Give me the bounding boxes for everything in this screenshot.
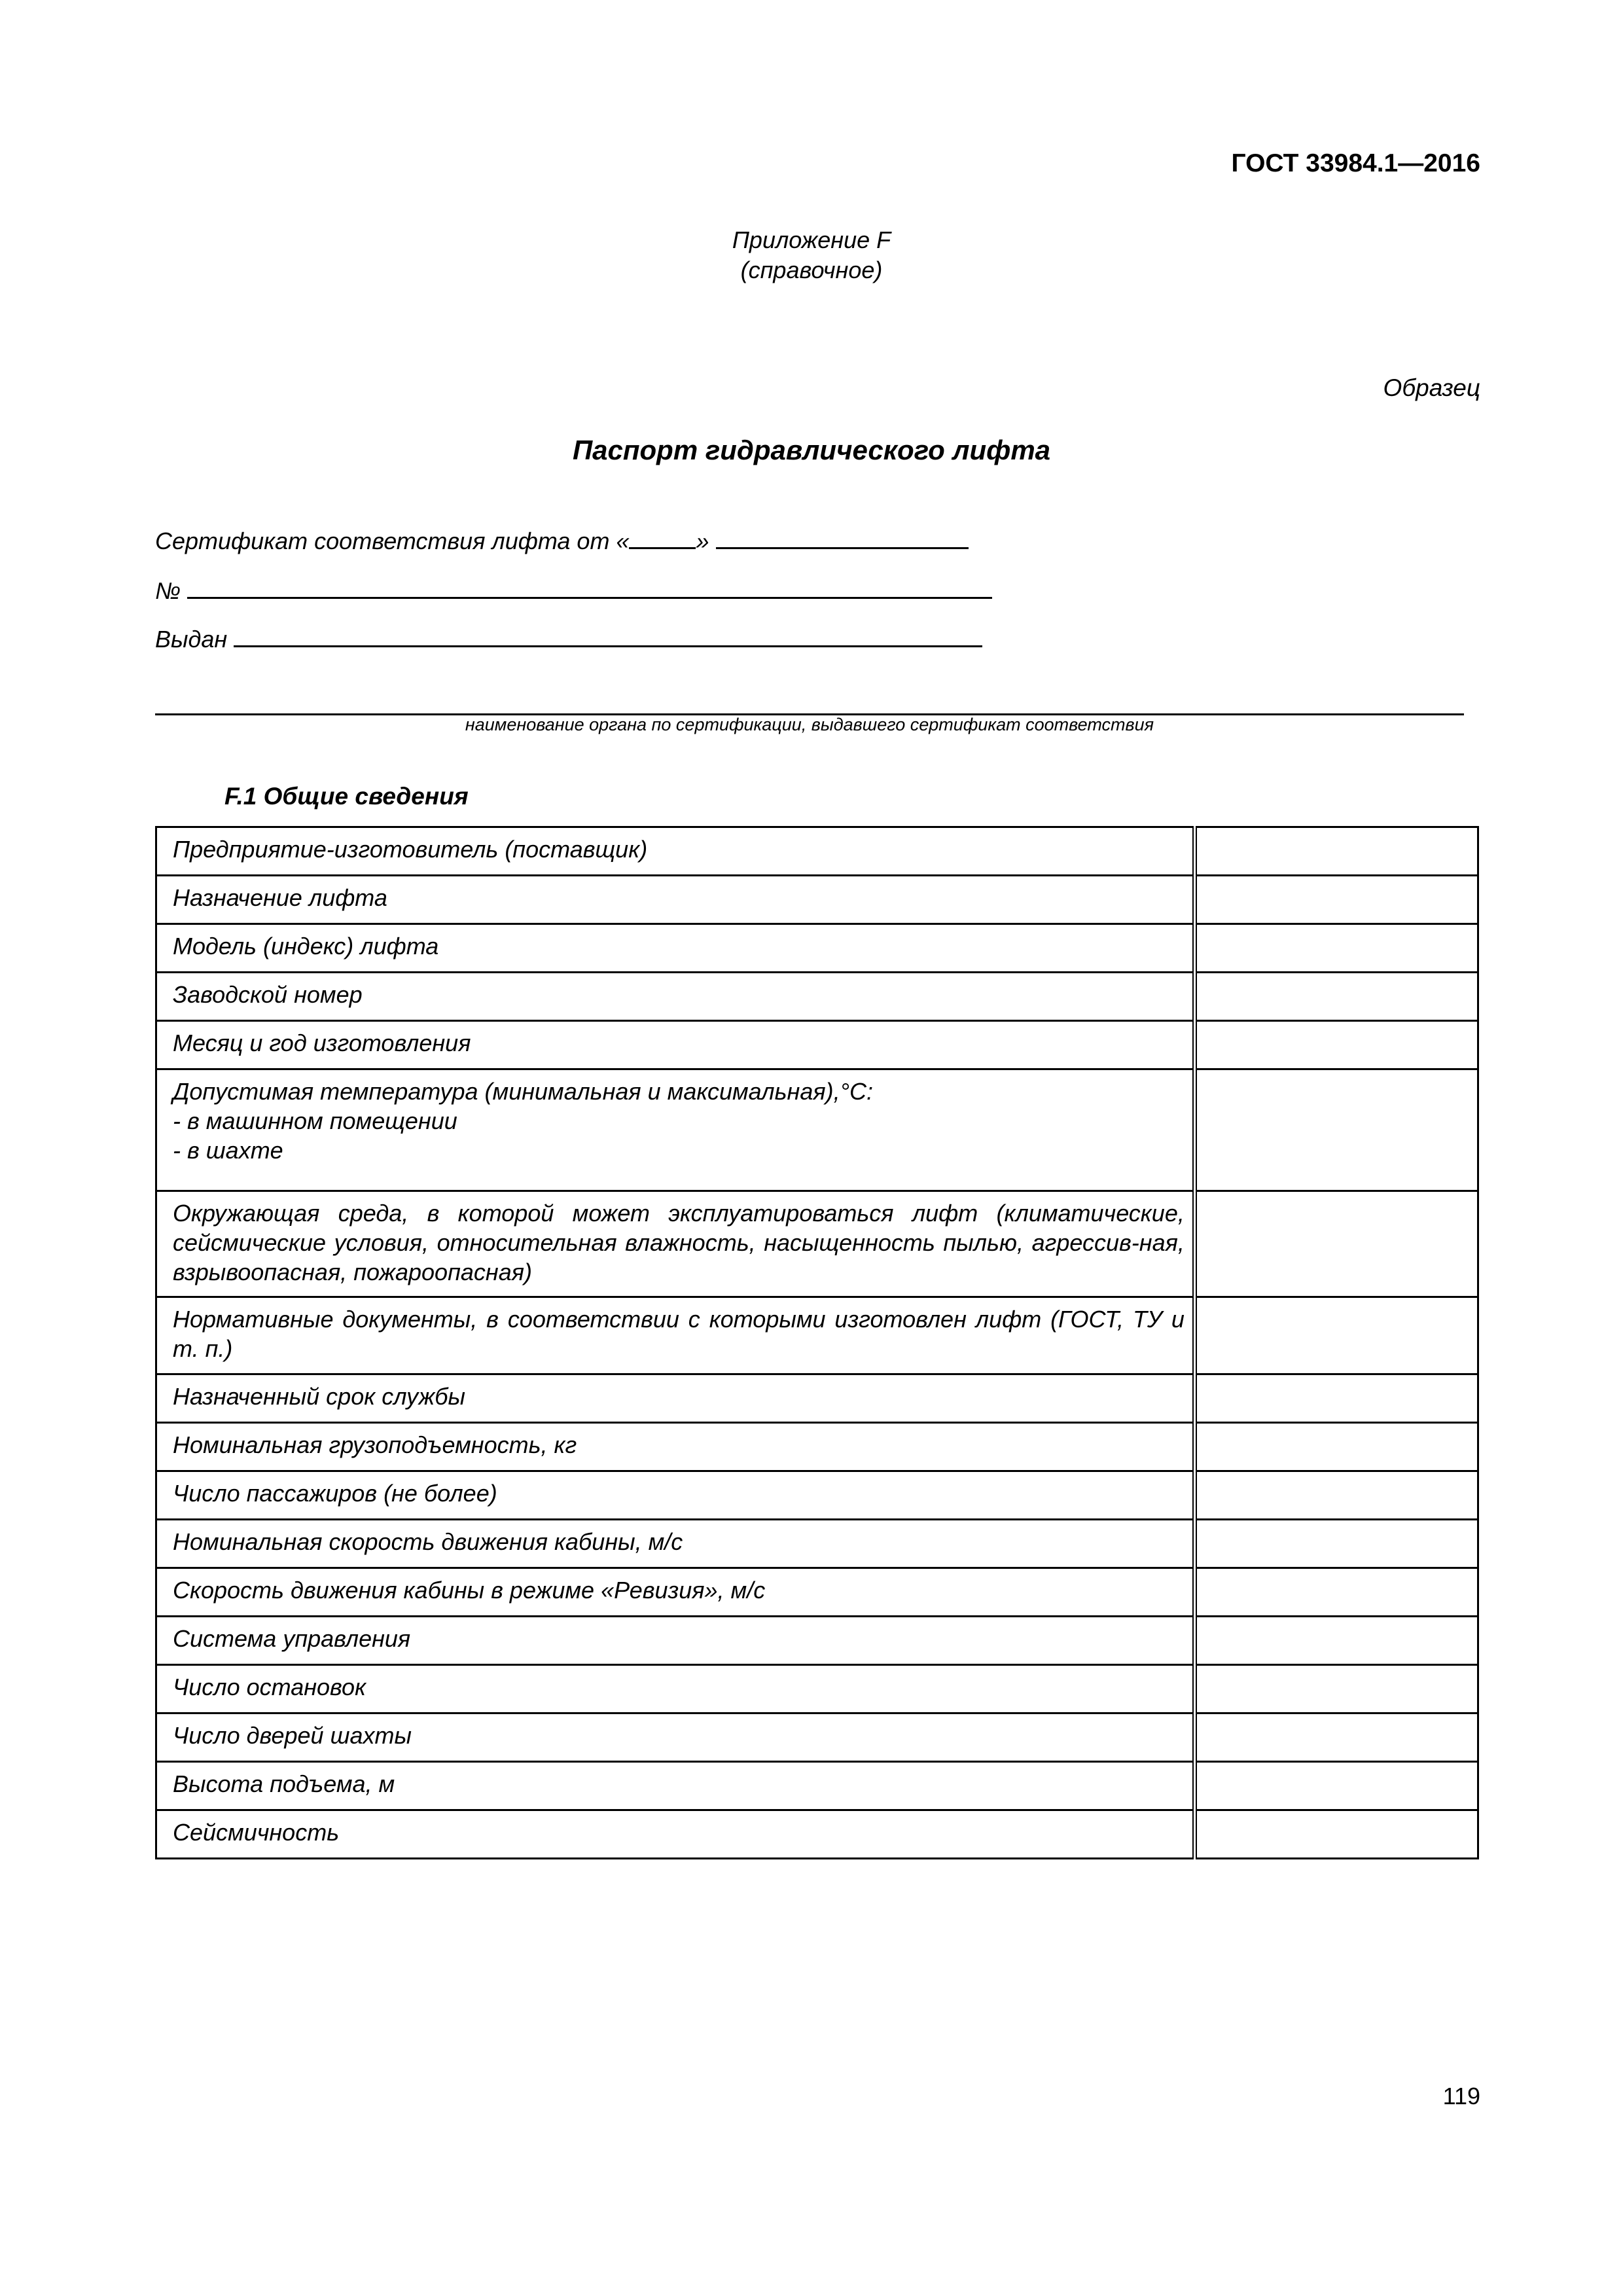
row-label-text: Модель (индекс) лифта bbox=[173, 933, 439, 960]
row-label bbox=[156, 1297, 1195, 1374]
row-value-cell[interactable] bbox=[1194, 1810, 1478, 1859]
row-value-cell[interactable] bbox=[1194, 1471, 1478, 1520]
row-value-cell[interactable] bbox=[1194, 1297, 1478, 1374]
row-value-cell[interactable] bbox=[1194, 1665, 1478, 1713]
row-value-cell[interactable] bbox=[1194, 876, 1478, 924]
row-label-text: Месяц и год изготовления bbox=[173, 1030, 471, 1056]
row-label bbox=[156, 1617, 1195, 1665]
row-value-cell[interactable] bbox=[1194, 1520, 1478, 1568]
row-label bbox=[156, 1665, 1195, 1713]
row-label-text: Назначение лифта bbox=[173, 884, 387, 911]
row-value-cell[interactable] bbox=[1194, 1617, 1478, 1665]
row-label bbox=[156, 1471, 1195, 1520]
row-value-cell[interactable] bbox=[1194, 1713, 1478, 1762]
row-sublabel: - в шахте bbox=[173, 1137, 283, 1164]
table-row bbox=[156, 1617, 1478, 1665]
table-row bbox=[156, 973, 1478, 1021]
row-value-cell[interactable] bbox=[1194, 1423, 1478, 1471]
row-value-cell[interactable] bbox=[1194, 1191, 1478, 1297]
row-value-cell[interactable] bbox=[1194, 1021, 1478, 1069]
row-label-text: Сейсмичность bbox=[173, 1819, 340, 1846]
row-label bbox=[156, 973, 1195, 1021]
row-label-text: Число остановок bbox=[173, 1674, 366, 1700]
annex-title: Приложение F bbox=[732, 226, 891, 253]
section-title: F.1 Общие сведения bbox=[224, 783, 469, 810]
row-label bbox=[156, 1423, 1195, 1471]
table-row bbox=[156, 827, 1478, 876]
row-label-text: Окружающая среда, в которой может эксплуатироваться лифт (климатические, сейсмические условия, относительная влажность, насыщенность пылью, агрессив-ная, взрывоопасная, пожароопасная) bbox=[173, 1200, 1185, 1285]
page-number: 119 bbox=[1442, 2083, 1480, 2109]
row-label bbox=[156, 1374, 1195, 1423]
row-value-cell[interactable] bbox=[1194, 973, 1478, 1021]
table-row bbox=[156, 1423, 1478, 1471]
issuer-caption: наименование органа по сертификации, выдавшего сертификат соответствия bbox=[465, 715, 1154, 734]
issued-line bbox=[155, 626, 982, 653]
row-label bbox=[156, 876, 1195, 924]
table-row bbox=[156, 1665, 1478, 1713]
issued-field[interactable] bbox=[234, 626, 982, 647]
row-label-text: Число пассажиров (не более) bbox=[173, 1480, 497, 1507]
sample-label: Образец bbox=[1383, 374, 1480, 401]
number-field[interactable] bbox=[187, 577, 992, 599]
row-value-cell[interactable] bbox=[1194, 1568, 1478, 1617]
row-sublabel: - в машинном помещении bbox=[173, 1107, 457, 1134]
row-label-text: Скорость движения кабины в режиме «Ревизия», м/с bbox=[173, 1577, 766, 1604]
number-line bbox=[155, 577, 992, 605]
table-row bbox=[156, 1069, 1478, 1191]
table-row bbox=[156, 1713, 1478, 1762]
table-row bbox=[156, 1191, 1478, 1297]
certificate-day-field[interactable] bbox=[629, 528, 696, 549]
row-label bbox=[156, 1762, 1195, 1810]
row-label-text: Система управления bbox=[173, 1625, 411, 1652]
table-row bbox=[156, 876, 1478, 924]
row-label-text: Предприятие-изготовитель (поставщик) bbox=[173, 836, 648, 863]
table-row bbox=[156, 1762, 1478, 1810]
row-label bbox=[156, 1191, 1195, 1297]
row-label bbox=[156, 1021, 1195, 1069]
row-label bbox=[156, 827, 1195, 876]
row-value-cell[interactable] bbox=[1194, 1762, 1478, 1810]
row-label-text: Число дверей шахты bbox=[173, 1722, 412, 1749]
table-row bbox=[156, 1471, 1478, 1520]
row-value-cell[interactable] bbox=[1194, 1374, 1478, 1423]
table-row bbox=[156, 1568, 1478, 1617]
row-label bbox=[156, 1069, 1195, 1191]
table-row bbox=[156, 924, 1478, 973]
table-row bbox=[156, 1810, 1478, 1859]
row-label-text: Высота подъема, м bbox=[173, 1770, 395, 1797]
row-label-text: Нормативные документы, в соответствии с которыми изготовлен лифт (ГОСТ, ТУ и т. п.) bbox=[173, 1306, 1185, 1362]
row-label bbox=[156, 1568, 1195, 1617]
issued-label: Выдан bbox=[155, 626, 228, 653]
annex-type: (справочное) bbox=[740, 257, 883, 283]
row-label-text: Допустимая температура (минимальная и максимальная),°С: bbox=[173, 1078, 873, 1105]
standard-code: ГОСТ 33984.1—2016 bbox=[1231, 149, 1480, 177]
certificate-quote-close: » bbox=[696, 528, 709, 554]
table-row bbox=[156, 1021, 1478, 1069]
row-label bbox=[156, 1713, 1195, 1762]
certificate-date-field[interactable] bbox=[716, 528, 969, 549]
row-label bbox=[156, 1810, 1195, 1859]
row-value-cell[interactable] bbox=[1194, 1069, 1478, 1191]
number-label: № bbox=[155, 577, 181, 604]
row-label-text: Заводской номер bbox=[173, 981, 363, 1008]
table-row bbox=[156, 1297, 1478, 1374]
row-value-cell[interactable] bbox=[1194, 924, 1478, 973]
row-label-text: Номинальная грузоподъемность, кг bbox=[173, 1431, 577, 1458]
table-row bbox=[156, 1374, 1478, 1423]
row-label-text: Назначенный срок службы bbox=[173, 1383, 466, 1410]
row-label bbox=[156, 924, 1195, 973]
certificate-label: Сертификат соответствия лифта от « bbox=[155, 528, 630, 554]
certificate-line bbox=[155, 528, 969, 555]
general-info-table bbox=[155, 826, 1479, 1859]
table-row bbox=[156, 1520, 1478, 1568]
row-label-text: Номинальная скорость движения кабины, м/с bbox=[173, 1528, 683, 1555]
row-label bbox=[156, 1520, 1195, 1568]
row-value-cell[interactable] bbox=[1194, 827, 1478, 876]
document-title: Паспорт гидравлического лифта bbox=[572, 435, 1051, 465]
